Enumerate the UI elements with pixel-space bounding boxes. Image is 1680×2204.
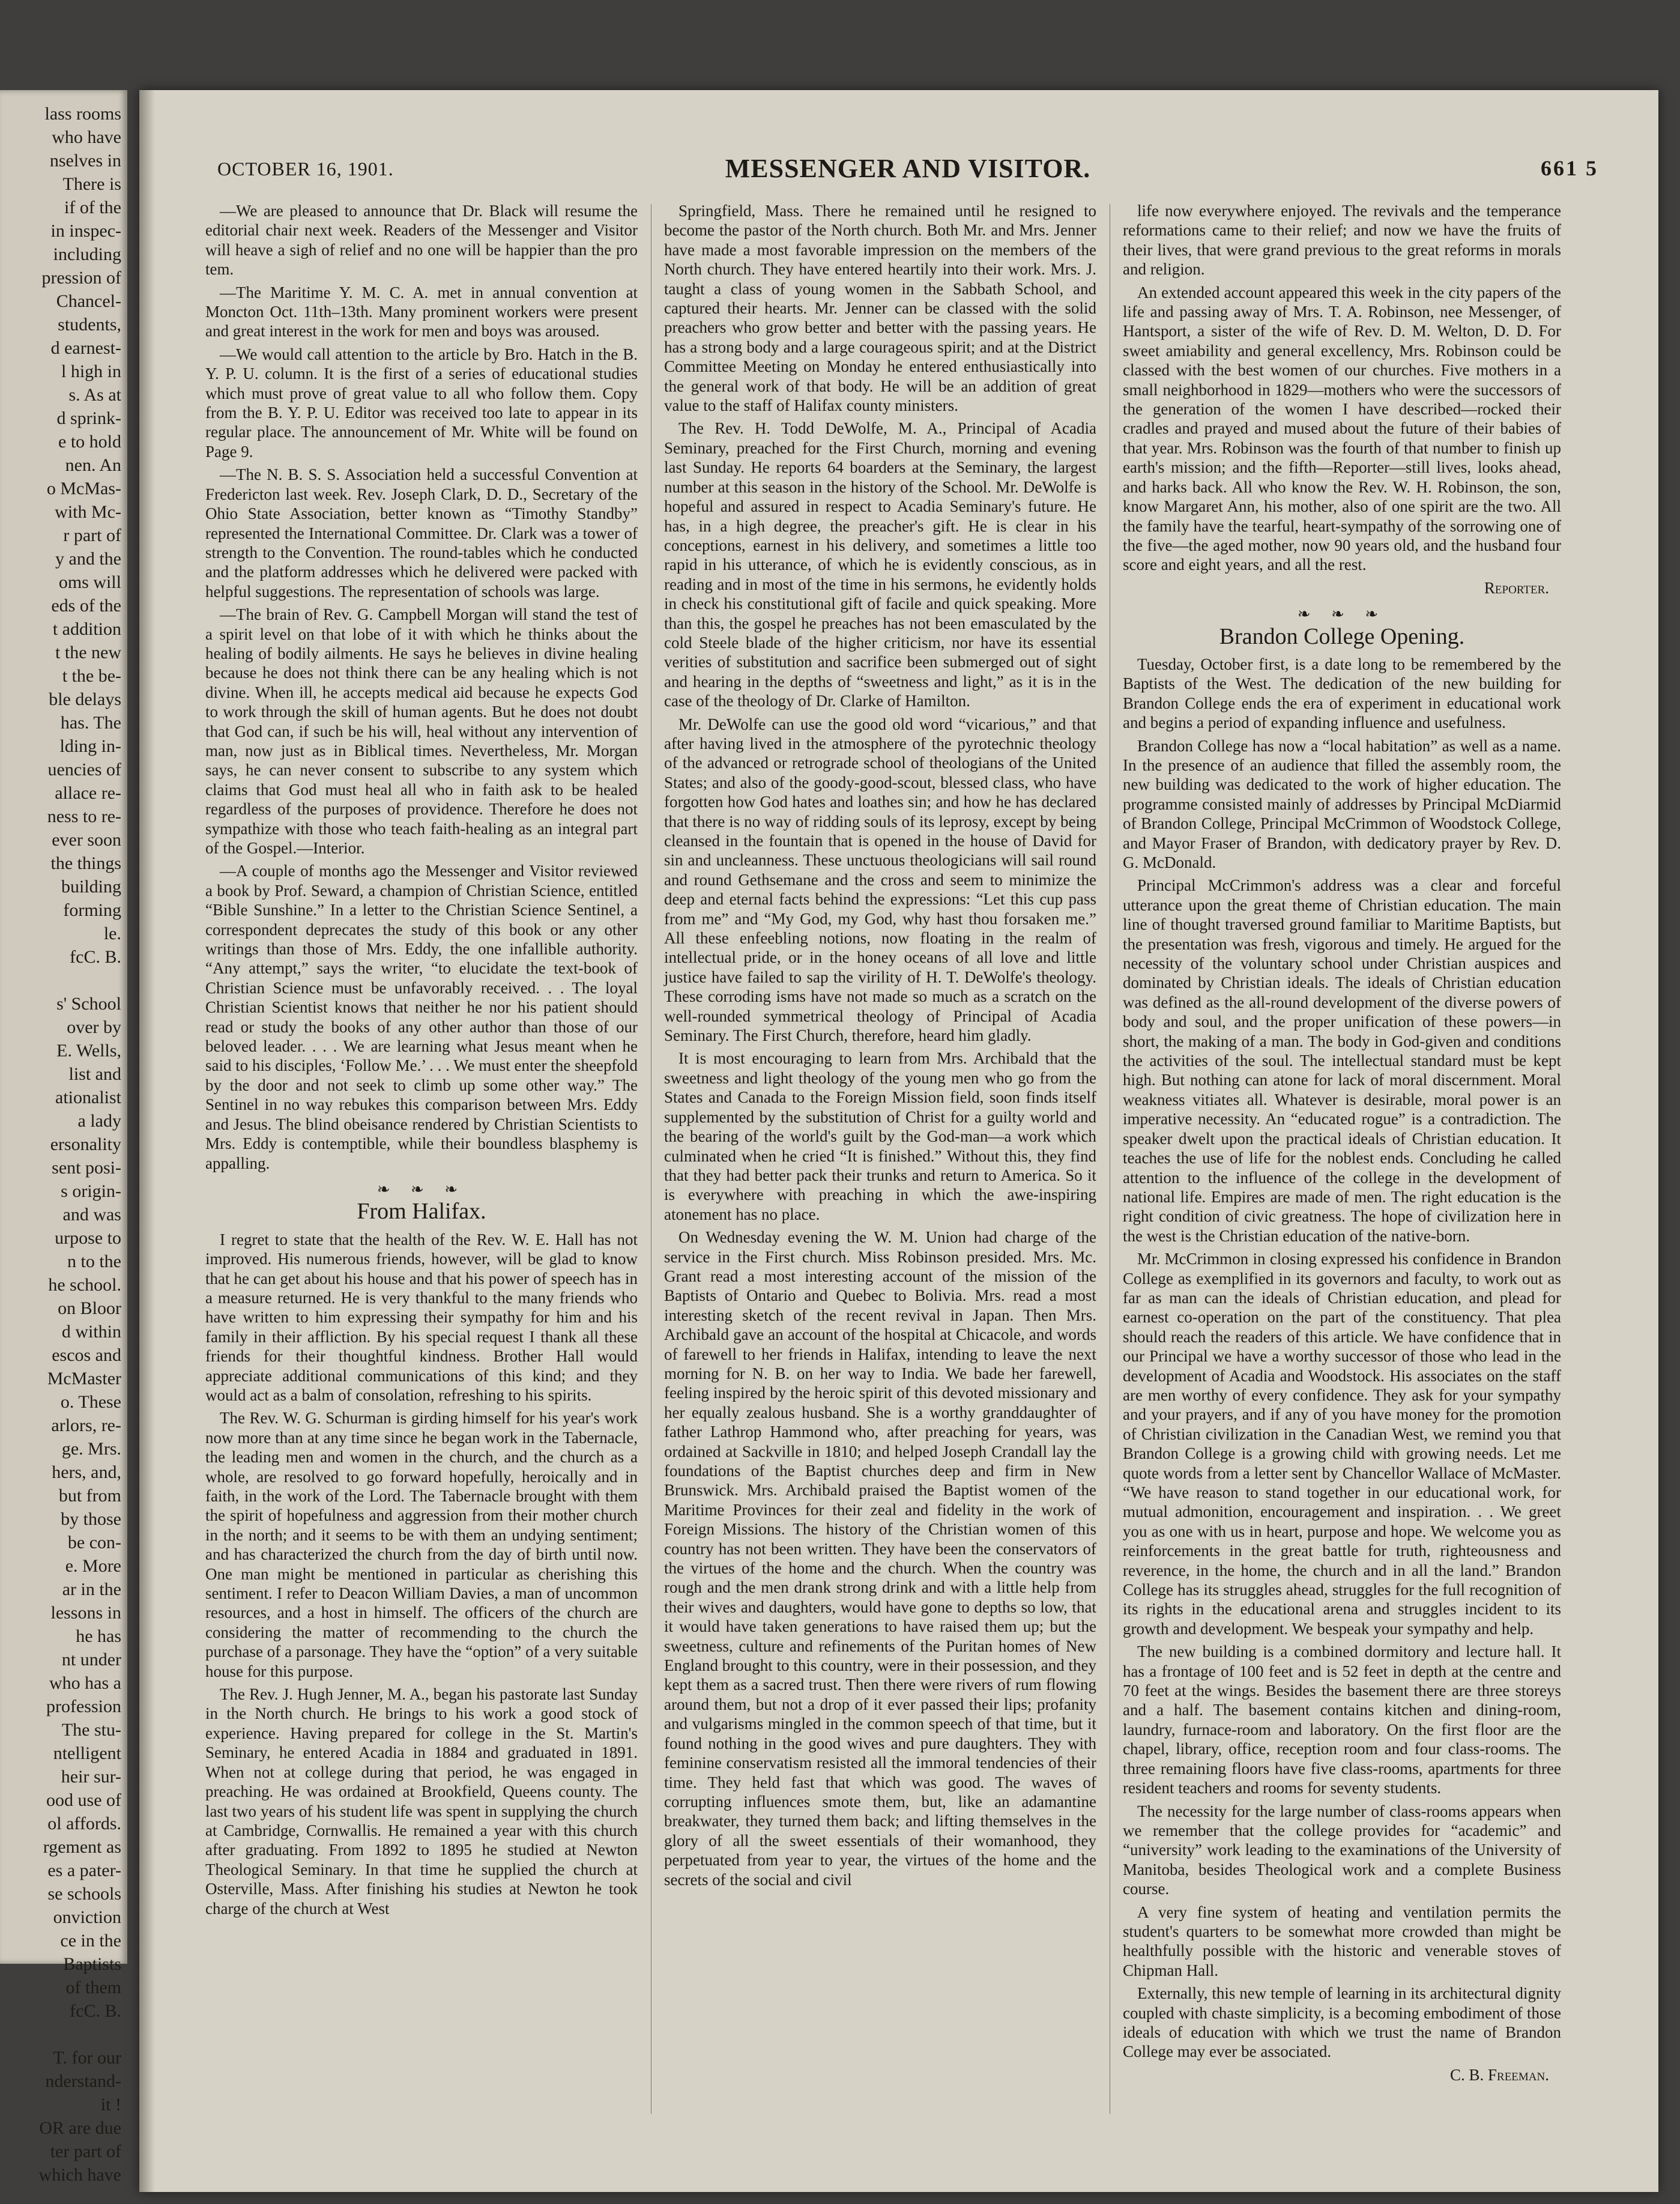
- paragraph: Mr. DeWolfe can use the good old word “vicarious,” and that after having lived in the atmosphere of the pyrotechnic theology of the advanced or retrograde school of theologians of the United States; and also of the goody-good-scout, blessed class, who have forgotten how God hates and loathes sin; and how he has declared that there is no way of ridding souls of its leprosy, except by being cleansed in the fountain that is opened in the house of David for sin and uncleanness. These unctuous theologicians will sail round and round Gethsemane and the cross and seem to minimize the deep and eternal facts behind the expressions: “Let this cup pass from me” and “My God, my God, why hast thou forsaken me.” All these enfeebling notions, now floating in the realm of intellectual pride, or in the honey oceans of all love and little justice have failed to sap the virility of H. T. DeWolfe's theology. These corroding isms have not made so much as a scratch on the well-rounded symmetrical theology of Principal of Acadia Seminary. The First Church, therefore, heard him gladly.: [664, 715, 1096, 1045]
- page-date: OCTOBER 16, 1901.: [217, 158, 394, 180]
- previous-page-text-fragment: with Mc-: [55, 502, 121, 522]
- paragraph: The Rev. H. Todd DeWolfe, M. A., Principal of Acadia Seminary, preached for the First Church, morning and evening last Sunday. He reports 64 boarders at the Seminary, the largest number at this season in the history of the School. Mr. DeWolfe is hopeful and assured in respect to Acadia Seminary's future. He has, in a high degree, the preacher's gift. He is clear in his conceptions, earnest in his delivery, and sometimes a little too rapid in his utterance, of which he is evidently conscious, as in reading and in most of the time in his sermons, he evidently holds in check his constitutional gift of facile and quick speaking. More than this, the gospel he preaches has not been emasculated by the cold Steele blade of the higher criticism, nor have its essential verities of substitution and sacrifice been submerged out of sight and hearing in the depths of “sweetness and light,” as it is in the case of the theology of Dr. Clarke of Hamilton.: [664, 419, 1096, 710]
- previous-page-text-fragment: ol affords.: [47, 1814, 121, 1833]
- previous-page-text-fragment: by those: [61, 1509, 121, 1529]
- previous-page-text-fragment: students,: [58, 315, 121, 335]
- paragraph: —The brain of Rev. G. Campbell Morgan will stand the test of a spirit level on that lobe of it with which he thinks about the healing of bodily ailments. He says he believes in divine healing because he does not think there can be any healing which is not divine. When ill, he accepts medical aid because he expects God to work through the skill of human agents. But he does not doubt that God can, if such be his will, heal without any intervention of man, now just as in Biblical times. Nevertheless, Mr. Morgan says, he can never consent to subscribe to any system which claims that God must heal all who in faith ask to be healed regardless of the purposes of providence. Therefore he does not sympathize with those who teach faith-healing as an integral part of the Gospel.—Interior.: [205, 605, 638, 857]
- paragraph: The Rev. J. Hugh Jenner, M. A., began his pastorate last Sunday in the North church. He brings to his work a good stock of experience. Having prepared for college in the St. Martin's Seminary, he entered Acadia in 1884 and graduated in 1891. When not at college during that period, he was engaged in preaching. He was ordained at Brookfield, Queens county. The last two years of his student life was spent in supplying the church at Cambridge, Cornwallis. He remained a year with this church after graduating. From 1892 to 1895 he studied at Newton Theological Seminary. In that time he supplied the church at Osterville, Mass. After finishing his studies at Newton he took charge of the church at West: [205, 1685, 638, 1918]
- previous-page-text-fragment: lass rooms: [44, 104, 121, 124]
- paragraph: A very fine system of heating and ventilation permits the student's quarters to be somewhat more crowded than might be healthfully possible with the historic and venerable stoves of Chipman Hall.: [1123, 1903, 1561, 1979]
- previous-page-text-fragment: ar in the: [62, 1579, 121, 1599]
- previous-page-text-fragment: ood use of: [46, 1790, 121, 1810]
- previous-page-text-fragment: ter part of: [50, 2142, 121, 2161]
- previous-page-text-fragment: OR are due: [39, 2118, 121, 2138]
- signature-reporter: Reporter.: [1484, 578, 1549, 597]
- previous-page-text-fragment: nen. An: [65, 455, 121, 475]
- previous-page-text-fragment: o McMas-: [46, 479, 121, 498]
- previous-page-text-fragment: it !: [100, 2095, 121, 2115]
- previous-page-text-fragment: Baptists: [63, 1954, 121, 1974]
- previous-page-text-fragment: ce in the: [60, 1931, 121, 1951]
- paragraph: It is most encouraging to learn from Mrs. Archibald that the sweetness and light theology of the young men who go from the States and Canada to the Foreign Mission field, soon finds itself supplemented by the substitution of Christ for a guilty world and the bearing of the world's guilt by the God-man—a work which culminated when he cried “It is finished.” Without this, they find that they had better pack their trunks and return to America. So it is everywhere with preaching in which the awe-inspiring atonement has no place.: [664, 1049, 1096, 1223]
- paragraph: life now everywhere enjoyed. The revivals and the temperance reformations came to their relief; and now we have the fruits of their lives, that were grand previous to the great reforms in morals and religion.: [1123, 202, 1561, 279]
- paragraph: An extended account appeared this week in the city papers of the life and passing away of Mrs. T. A. Robinson, nee Messenger, of Hantsport, a sister of the wife of Rev. D. M. Welton, D. D. For sweet amiability and general excellency, Mrs. Robinson could be classed with the best women of our churches. Five mothers in a small neighborhood in 1829—mothers who were the successors of the generation of the women I have described—rocked their cradles and prayed and mused about the future of their babies of that year. Mrs. Robinson was the fourth of that number to finish up earth's mission; and the fifth—Reporter—still lives, looks ahead, and harks back. All who know the Rev. W. H. Robinson, the son, know Margaret Ann, his mother, also of one spirit are the two. All the family have the tearful, heart-sympathy of the sorrowing one of the five—the aged mother, now 90 years old, and the husband four score and eight years, and all the rest.: [1123, 283, 1561, 574]
- previous-page-text-fragment: ntelligent: [53, 1743, 121, 1763]
- paragraph: —We would call attention to the article by Bro. Hatch in the B. Y. P. U. column. It is the first of a series of educational studies which must prove of great value to all who follow them. Copy from the B. Y. P. U. Editor was received too late to appear in its regular place. The announcement of Mr. White will be found on Page 9.: [205, 345, 638, 461]
- section-separator: ❧ ❧ ❧: [1297, 605, 1387, 623]
- previous-page-text-fragment: e to hold: [58, 432, 121, 452]
- previous-page-text-fragment: There is: [62, 174, 121, 194]
- previous-page-text-fragment: onviction: [53, 1907, 121, 1927]
- signature-author: C. B. Freeman.: [1449, 2065, 1549, 2084]
- paragraph: I regret to state that the health of the Rev. W. E. Hall has not improved. His numerous friends, however, will be glad to know that he can get about his house and that his power of speech has in a measure returned. He is very thankful to the many friends who have written to him expressing their sympathy for him and his family in their affliction. By his special request I thank all these friends for their thoughtful kindness. Brother Hall would appreciate additional communications of this kind; and they would act as a balm of consolation, refreshing to his spirits.: [205, 1230, 638, 1404]
- paragraph: On Wednesday evening the W. M. Union had charge of the service in the First church. Miss Robinson presided. Mrs. Mc. Grant read a most interesting account of the mission of the Baptists of Ontario and Quebec to Bolivia. Mrs. read a most interesting sketch of the recent revival in Japan. Then Mrs. Archibald gave an account of the hospital at Chicacole, and words of farewell to her friends in Halifax, intending to leave the next morning for N. B. on her way to India. We bade her farewell, feeling inspired by the heroic spirit of this devoted missionary and her equally zealous husband. She is a worthy granddaughter of father Lathrop Hammond who, after preaching for years, was ordained at Sackville in 1810; and helped Joseph Crandall lay the foundations of the Baptist churches deep and firm in New Brunswick. Mrs. Archibald praised the Baptist women of the Maritime Provinces for their zeal and fidelity in the work of Foreign Missions. The history of the Christian women of this country has not been written. They have been the conservators of the virtues of the home and the church. When the country was rough and the men drank strong drink and with a little help from their wives and daughters, would have gone to depths so low, that it would have taken generations to have raised them up; but the sweetness, culture and refinements of the Puritan homes of New England brought to this country, were in their possession, and they kept them as a sacred trust. Then there were rivers of rum flowing around them, but not a drop of it ever passed their lips; profanity and vulgarisms mingled in the common speech of that time, but it found nothing in the good wives and pure daughters. They with feminine conservatism resisted all the immoral tendencies of their time. They held fast that which was good. The waves of corrupting influences smote them, but, like an adamantine breakwater, they turned them back; and lifting themselves in the glory of all the sweet essentials of their womanhood, they perpetuated from year to year, the virtues of the home and the secrets of the social and civil: [664, 1228, 1096, 1889]
- previous-page-text-fragment: including: [53, 244, 121, 264]
- previous-page-text-fragment: be con-: [67, 1533, 121, 1552]
- previous-page-text-fragment: lessons in: [50, 1603, 121, 1623]
- previous-page-text-fragment: list and: [68, 1064, 121, 1084]
- previous-page-text-fragment: uencies of: [47, 760, 121, 780]
- previous-page-text-fragment: escos and: [52, 1345, 121, 1365]
- previous-page-text-fragment: The stu-: [61, 1720, 121, 1740]
- paragraph: Springfield, Mass. There he remained until he resigned to become the pastor of the North church. Both Mr. and Mrs. Jenner have made a most favorable impression on the members of the North church. They have entered heartily into their work. Mrs. J. taught a class of young women in the Sabbath School, and captured their hearts. Mr. Jenner can be classed with the solid preachers who grow better and better with the passing years. He has a strong body and a large courageous spirit; and at the District Committee Meeting on Monday he entered enthusiastically into the general work of that body. He will be an addition of great value to the staff of Halifax county ministers.: [664, 202, 1096, 415]
- page-masthead: MESSENGER AND VISITOR.: [725, 154, 1091, 183]
- paragraph: The new building is a combined dormitory and lecture hall. It has a frontage of 100 feet and is 52 feet in depth at the centre and 70 feet at the wings. Besides the basement there are three storeys and a half. The basement contains kitchen and dining-room, laundry, furnace-room and laboratory. On the first floor are the chapel, library, office, reception room and four class-rooms. The three remaining floors have five class-rooms, apartments for three resident teachers and rooms for seventy students.: [1123, 1642, 1561, 1797]
- previous-page-text-fragment: T. for our: [53, 2048, 121, 2068]
- column-1: [205, 201, 638, 2123]
- previous-page-text-fragment: building: [61, 877, 121, 897]
- previous-page-text-fragment: t addition: [52, 619, 121, 639]
- previous-page-text-fragment: s origin-: [61, 1181, 121, 1201]
- previous-page-text-fragment: fcC. B.: [70, 2001, 121, 2021]
- paragraph: Tuesday, October first, is a date long to be remembered by the Baptists of the West. The dedication of the new building for Brandon College ends the era of experiment in educational work and begins a period of expanding influence and usefulness.: [1123, 655, 1561, 732]
- paragraph: —The Maritime Y. M. C. A. met in annual convention at Moncton Oct. 11th–13th. Many prominent workers were present and great interest in the work for men and boys was aroused.: [205, 283, 638, 341]
- previous-page-text-fragment: t the new: [55, 643, 121, 662]
- previous-page-text-fragment: ge. Mrs.: [61, 1439, 121, 1459]
- previous-page-text-fragment: which have: [38, 2165, 121, 2185]
- paragraph: Principal McCrimmon's address was a clear and forceful utterance upon the great theme of Christian education. The main line of thought traversed ground familiar to Maritime Baptists, but the presentation was fresh, vigorous and timely. He argued for the necessity of the voluntary school under Christian auspices and dominated by Christian ideals. The ideals of Christian education was defined as the all-round development of the diverse powers of body and soul, and the proper unification of these powers—in short, the making of a man. The body in God-given and conditions the activities of the soul. The intellectual standard must be kept high. But nothing can atone for lack of moral discernment. Moral weakness vitiates all. Whatever is desirable, moral power is an imperative necessity. An “educated rogue” is a contradiction. The speaker dwelt upon the practical ideals of Christian education. It teaches the use of life for the noblest ends. Concluding he called attention to the influence of the college in the development of national life. Empires are made of men. The right education is the right condition of civic greatness. The hope of civilization here in the west is the Christian education of the native-born.: [1123, 876, 1561, 1245]
- previous-page-text-fragment: if of the: [64, 198, 121, 217]
- previous-page-text-fragment: arlors, re-: [51, 1415, 121, 1435]
- previous-page-text-fragment: d earnest-: [50, 338, 121, 358]
- previous-page-text-fragment: hers, and,: [52, 1462, 121, 1482]
- previous-page-text-fragment: pression of: [41, 268, 121, 288]
- previous-page-text-fragment: rgement as: [43, 1837, 121, 1857]
- previous-page-text-fragment: of them: [65, 1978, 121, 1997]
- previous-page-text-fragment: the things: [50, 853, 121, 873]
- previous-page-text-fragment: d within: [61, 1322, 121, 1342]
- article-heading-brandon-college: Brandon College Opening.: [1219, 623, 1465, 649]
- previous-page-text-fragment: ness to re-: [47, 807, 121, 826]
- previous-page-text-fragment: nt under: [61, 1650, 121, 1670]
- previous-page-text-fragment: fcC. B.: [70, 947, 121, 967]
- previous-page-text-fragment: eds of the: [51, 596, 121, 616]
- previous-page-text-fragment: allace re-: [55, 783, 121, 803]
- previous-page-text-fragment: nderstand-: [45, 2071, 121, 2091]
- previous-page-text-fragment: oms will: [58, 572, 121, 592]
- page-number: 661 5: [1541, 156, 1598, 180]
- previous-page-text-fragment: t the be-: [62, 666, 121, 686]
- previous-page-text-fragment: in inspec-: [50, 221, 121, 241]
- previous-page-text-fragment: es a pater-: [47, 1860, 121, 1880]
- previous-page-text-fragment: profession: [46, 1697, 121, 1716]
- previous-page-text-fragment: a lady: [77, 1111, 121, 1131]
- previous-page-text-fragment: over by: [67, 1017, 121, 1037]
- paragraph: The Rev. W. G. Schurman is girding himself for his year's work now more than at any time since he began work in the Tabernacle, the leading men and women in the church, and the church as a whole, are resolved to go forward hopefully, heroically and in faith, in the work of the Lord. The Tabernacle brought with them the spirit of hopefulness and aggression from their mother church in the north; and it seems to be with them an undying sentiment; and has characterized the church from the day of birth until now. One man might be mentioned in particular as cherishing this sentiment. I refer to Deacon William Davies, a man of uncommon resources, and a host in himself. The officers of the church are considering the matter of recommending to the church the purchase of a parsonage. They have the “option” of a very suitable house for this purpose.: [205, 1409, 638, 1680]
- previous-page-text-fragment: who has a: [49, 1673, 121, 1693]
- previous-page-text-fragment: ever soon: [52, 830, 121, 850]
- paragraph: —A couple of months ago the Messenger and Visitor reviewed a book by Prof. Seward, a champion of Christian Science, entitled “Bible Sunshine.” In a letter to the Christian Science Sentinel, a correspondent deprecates the study of this book or any other writings than those of Mrs. Eddy, the one infallible authority. “Any attempt,” says the writer, “to elucidate the text-book of Christian Science must be unfavorably received. . . The loyal Christian Scientist knows that neither he nor his patient should read or study the books of any other author than those of our beloved leader. . . . We are learning what Jesus meant when he said to his disciples, ‘Follow Me.’ . . . We must enter the sheepfold by the door and not seek to climb up some other way.” The Sentinel in no way rebukes this comparison between Mrs. Eddy and Jesus. The blind obeisance rendered by Christian Scientists to Mrs. Eddy is contemptible, while their boundless blasphemy is appalling.: [205, 862, 638, 1172]
- previous-page-text-fragment: McMaster: [47, 1369, 121, 1388]
- previous-page-fragment: [0, 90, 127, 2185]
- previous-page-text-fragment: he has: [76, 1626, 121, 1646]
- previous-page-text-fragment: n to the: [67, 1252, 121, 1271]
- previous-page-text-fragment: ationalist: [55, 1088, 121, 1107]
- previous-page-text-fragment: nselves in: [49, 151, 121, 171]
- previous-page-text-fragment: sent posi-: [52, 1158, 121, 1178]
- paragraph: The necessity for the large number of class-rooms appears when we remember that the college provides for “academic” and “university” work leading to the examinations of the University of Manitoba, besides Theological work and a complete Business course.: [1123, 1802, 1561, 1898]
- column-3: [1123, 201, 1561, 2123]
- page-header: [217, 153, 1598, 189]
- previous-page-text-fragment: d sprink-: [56, 408, 121, 428]
- previous-page-text-fragment: E. Wells,: [56, 1041, 121, 1061]
- previous-page-text-fragment: he school.: [48, 1275, 121, 1295]
- previous-page-text-fragment: l high in: [61, 362, 121, 381]
- paragraph: Externally, this new temple of learning in its architectural dignity coupled with chaste simplicity, is a becoming embodiment of those ideals of education with which we trust the name of Brandon College may ever be associated.: [1123, 1984, 1561, 2061]
- paragraph: —We are pleased to announce that Dr. Black will resume the editorial chair next week. Readers of the Messenger and Visitor will heave a sigh of relief and no one will be happier than the pro tem.: [205, 202, 638, 279]
- article-heading-from-halifax: From Halifax.: [357, 1199, 486, 1225]
- previous-page-text-fragment: le.: [103, 924, 121, 943]
- previous-page-text-fragment: ble delays: [49, 689, 121, 709]
- previous-page-text-fragment: on Bloor: [58, 1298, 121, 1318]
- previous-page-text-fragment: r part of: [63, 525, 121, 545]
- paragraph: —The N. B. S. S. Association held a successful Convention at Fredericton last week. Rev. Joseph Clark, D. D., Secretary of the Ohio State Association, better known as “Timothy Standby” represented the International Committee. Dr. Clark was a tower of strength to the Convention. The round-tables which he conducted and the platform addresses which he delivered were packed with helpful suggestions. The representation of schools was large.: [205, 465, 638, 601]
- previous-page-text-fragment: but from: [58, 1486, 121, 1506]
- previous-page-text-fragment: has. The: [60, 713, 121, 733]
- newspaper-page: [139, 90, 1658, 2192]
- previous-page-text-fragment: Chancel-: [56, 291, 121, 311]
- previous-page-text-fragment: ersonality: [50, 1134, 121, 1154]
- column-2: [664, 201, 1096, 2123]
- paragraph: Mr. McCrimmon in closing expressed his confidence in Brandon College as exemplified in its governors and faculty, to work out as far as man can the ideals of Christian education, and plead for earnest co-operation on the part of the constituency. That plea should reach the readers of this article. We have confidence that in our Principal we have a worthy successor of those who lead in the development of Acadia and Woodstock. His associates on the staff are men worthy of every confidence. They ask for your sympathy and your prayers, and if any of you have money for the promotion of Christian civilization in the Canadian West, we remind you that Brandon College is a growing child with growing needs. Let me quote words from a letter sent by Chancellor Wallace of McMaster. “We have reason to stand together in our educational work, for mutual admonition, encouragement and inspiration. . . We greet you as one with us in heart, purpose and hope. We welcome you as reinforcements in the great battle for truth, righteousness and reverence, in the home, the church and in all the land.” Brandon College has its struggles ahead, struggles for the full recognition of its rights in the educational arena and struggles incident to its growth and development. We bespeak your sympathy and help.: [1123, 1250, 1561, 1638]
- section-separator: ❧ ❧ ❧: [376, 1180, 467, 1198]
- previous-page-text-fragment: y and the: [55, 549, 121, 569]
- previous-page-text-fragment: who have: [52, 127, 121, 147]
- previous-page-text-fragment: forming: [63, 900, 121, 920]
- previous-page-text-fragment: urpose to: [55, 1228, 121, 1248]
- previous-page-text-fragment: o. These: [60, 1392, 121, 1412]
- paragraph: Brandon College has now a “local habitation” as well as a name. In the presence of an audience that filled the assembly room, the new building was dedicated to the work of higher education. The programme consisted mainly of addresses by Principal McDiarmid of Brandon College, Principal McCrimmon of Woodstock College, and Mayor Fraser of Brandon, with dedicatory prayer by Rev. D. G. McDonald.: [1123, 736, 1561, 871]
- previous-page-text-fragment: heir sur-: [61, 1767, 121, 1787]
- previous-page-text-fragment: s' School: [56, 994, 121, 1014]
- previous-page-text-fragment: s. As at: [68, 385, 121, 405]
- previous-page-text-fragment: se schools: [47, 1884, 121, 1904]
- previous-page-text-fragment: e. More: [65, 1556, 121, 1576]
- previous-page-text-fragment: lding in-: [59, 736, 121, 756]
- previous-page-text-fragment: and was: [62, 1205, 121, 1225]
